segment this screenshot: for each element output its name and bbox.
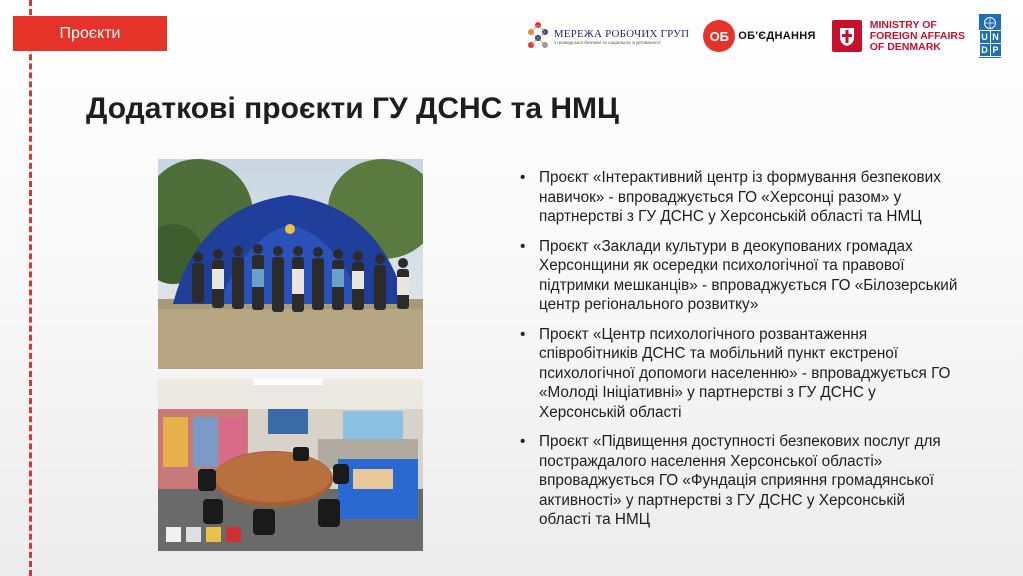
obednannya-logo	[703, 20, 815, 52]
project-item-3	[520, 325, 960, 423]
network-logo-subtitle: з громадської безпеки та соціальної згуртованості	[553, 39, 661, 45]
tent-group-photo	[158, 159, 423, 369]
network-logo	[526, 20, 690, 52]
undp-letter-p: P	[992, 45, 999, 55]
project-item-text: Проєкт «Заклади культури в деокупованих громадах Херсонщини як осередки психологічної та правової підтримки мешканців» - впроваджується ГО «Білозерський центр регіонального розвитку»	[539, 237, 958, 313]
bullet-dot-icon: •	[520, 237, 526, 255]
classroom-photo	[158, 379, 423, 551]
partner-logos	[526, 12, 1001, 60]
section-tag: Проєкти	[13, 16, 167, 51]
network-dots-icon	[526, 20, 550, 52]
dashed-margin-line	[29, 0, 32, 576]
undp-logo	[979, 14, 1001, 58]
denmark-mfa-logo	[832, 20, 965, 53]
un-globe-icon	[980, 16, 1000, 30]
projects-list	[520, 168, 960, 540]
undp-letter-u: U	[981, 32, 988, 42]
undp-letter-d: D	[981, 45, 988, 55]
project-item-text: Проєкт «Центр психологічного розвантаження співробітників ДСНС та мобільний пункт екстреної психологічної допомоги населенню» - впроваджується ГО «Молоді Ініціативні» у партнерстві з ГУ ДСНС у Херсонській області	[539, 325, 951, 421]
project-item-text: Проєкт «Інтерактивний центр із формування безпекових навичок» - впроваджується ГО «Херсонці разом» у партнерстві з ГУ ДСНС у Херсонській області та НМЦ	[539, 169, 941, 225]
obednannya-circle-icon: ОБ	[703, 20, 735, 52]
bullet-dot-icon: •	[520, 169, 526, 186]
obednannya-logo-text: ОБ'ЄДНАННЯ	[738, 30, 816, 42]
network-logo-name: МЕРЕЖА РОБОЧИХ ГРУП	[553, 27, 690, 40]
project-item-4	[520, 432, 960, 530]
bullet-dot-icon: •	[520, 433, 526, 450]
bullet-dot-icon: •	[520, 325, 526, 343]
project-item-text: Проєкт «Підвищення доступності безпекових послуг для постраждалого населення Херсонської області» впроваджується ГО «Фундація сприяння громадянської активності» у партнерстві з ГУ ДСНС у Херсонській області та НМЦ	[539, 433, 941, 528]
denmark-crest-icon	[832, 20, 862, 52]
slide-title: Додаткові проєкти ГУ ДСНС та НМЦ	[86, 92, 619, 125]
denmark-mfa-text: MINISTRY OF FOREIGN AFFAIRS OF DENMARK	[869, 18, 965, 53]
undp-letter-n: N	[992, 32, 999, 42]
project-item-1	[520, 168, 960, 227]
project-item-2	[520, 237, 960, 315]
